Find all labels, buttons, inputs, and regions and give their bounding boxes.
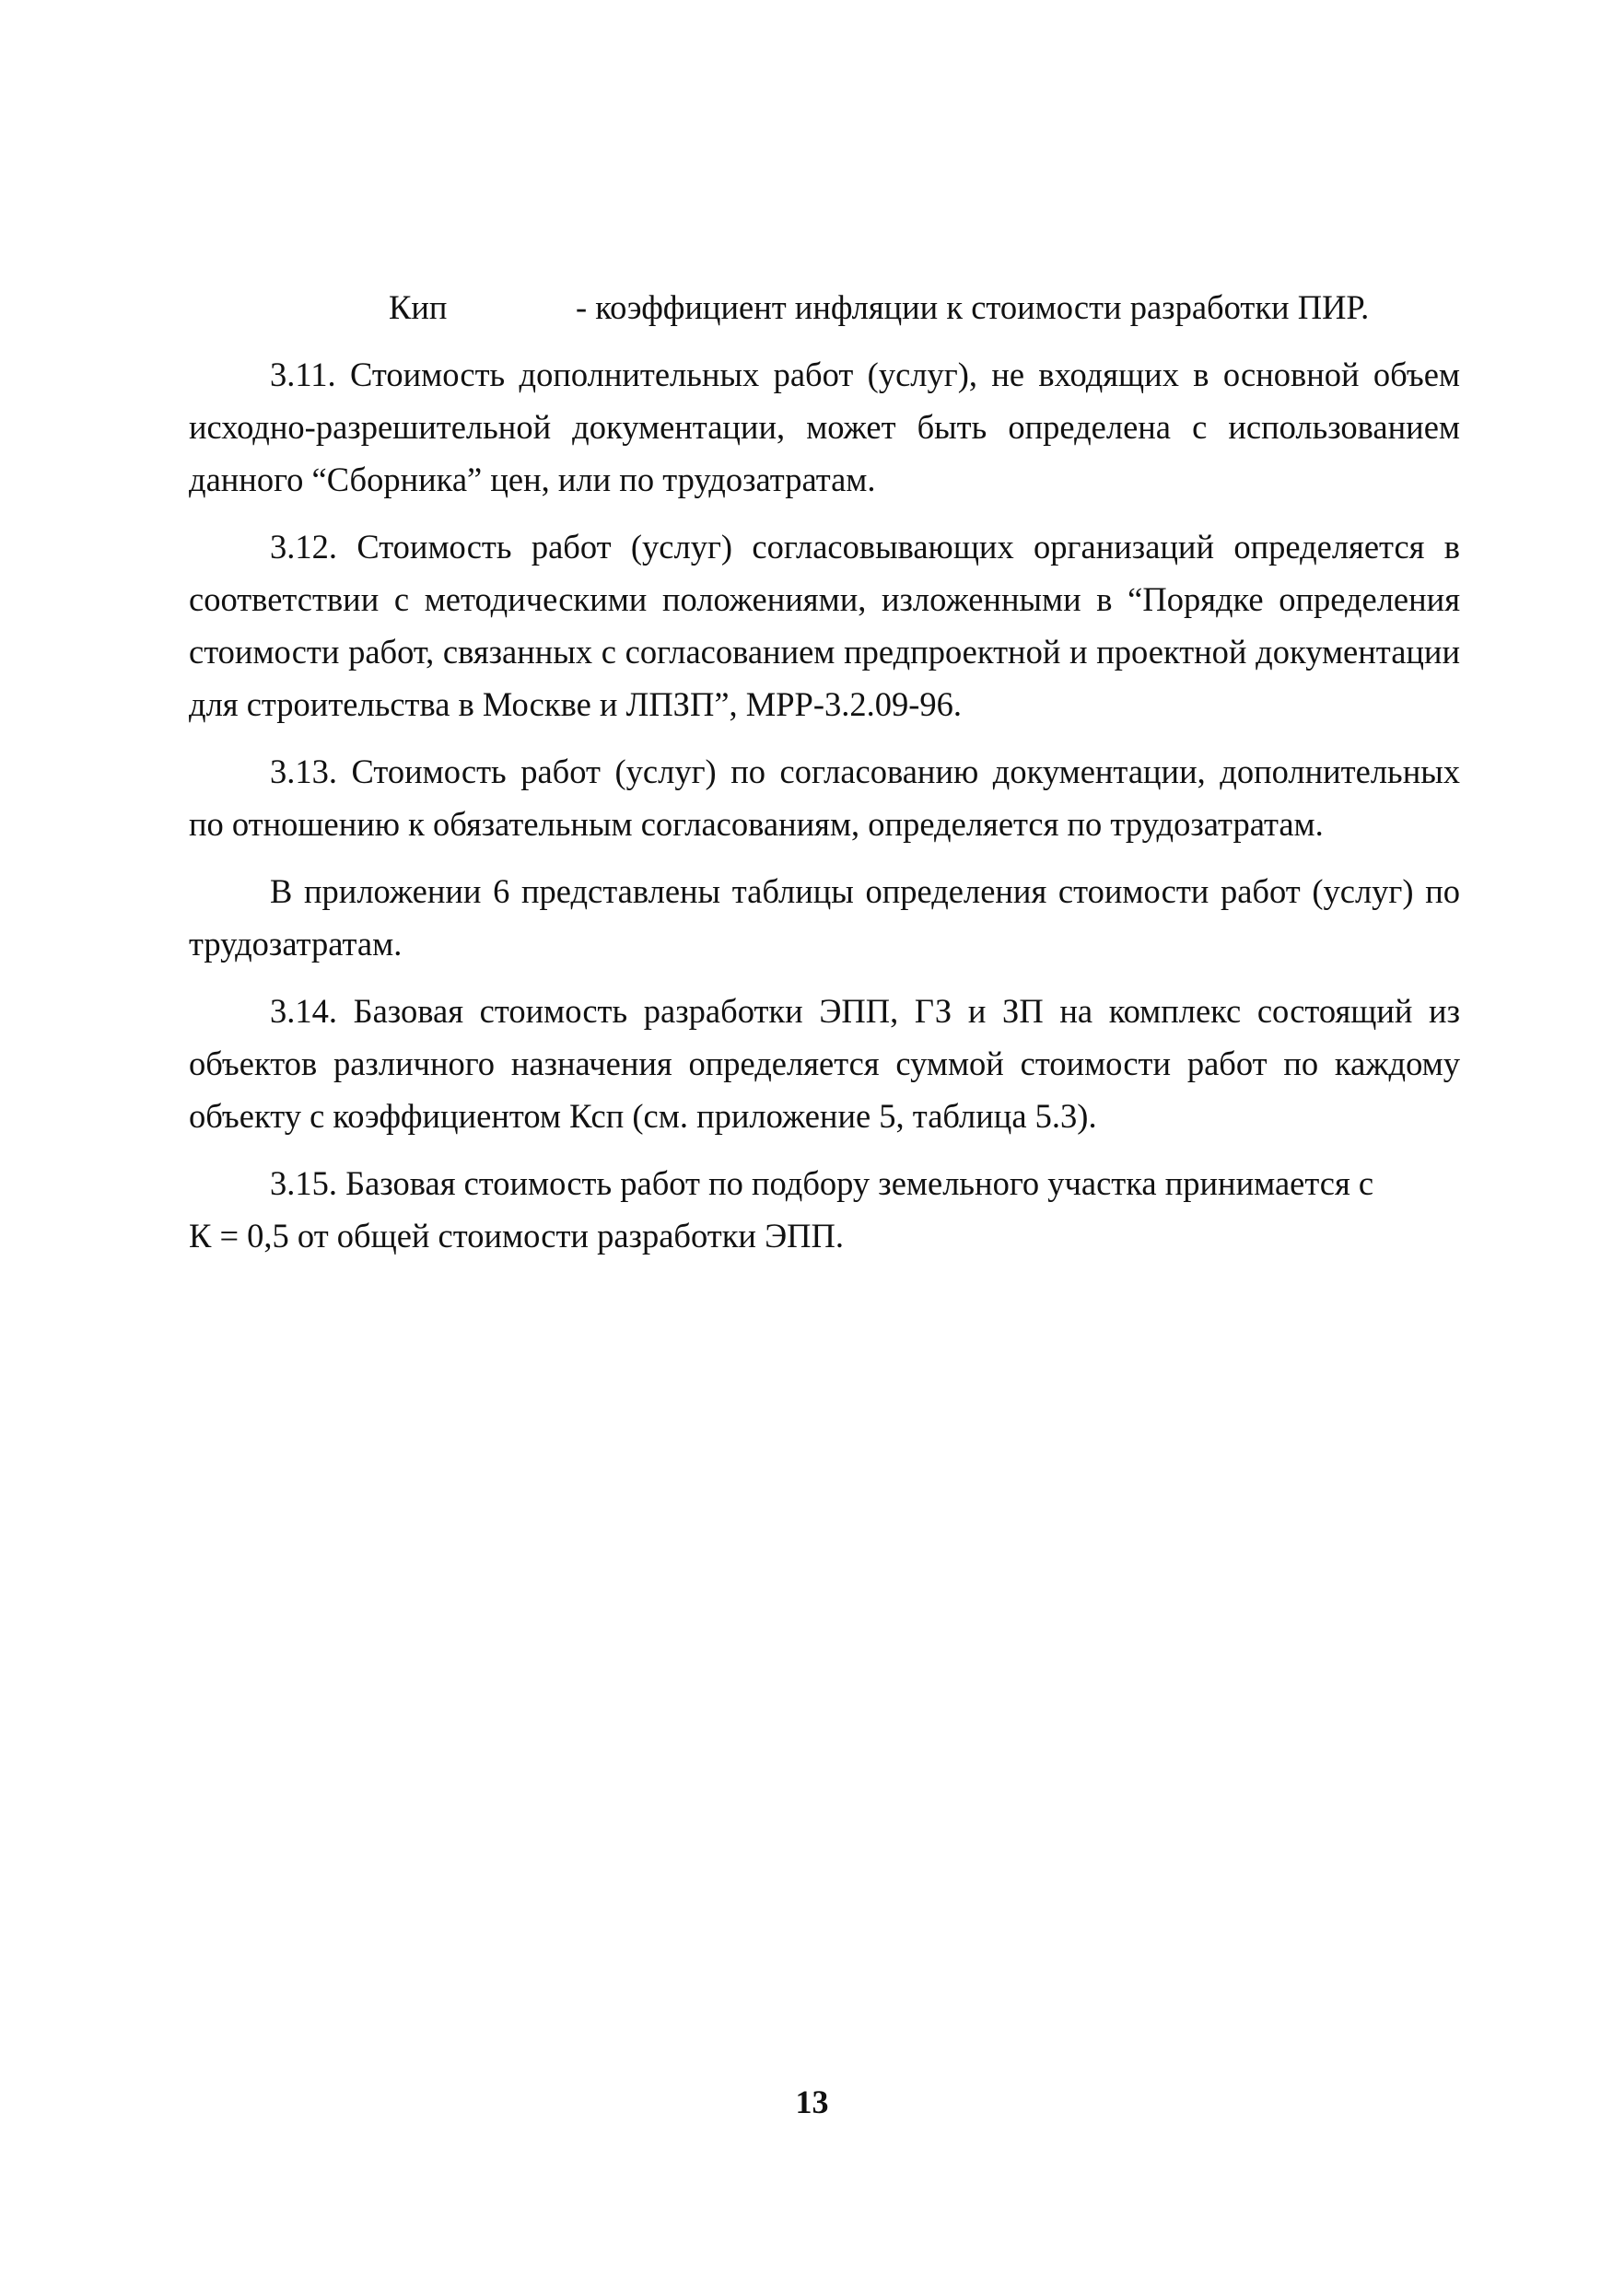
definition-kip <box>189 281 1460 333</box>
paragraph-3-13: 3.13. Стоимость работ (услуг) по согласованию документации, дополнительных по отношению к обязательным согласованиям, определяется по трудозатратам. <box>189 753 1460 843</box>
paragraph-appendix-6: В приложении 6 представлены таблицы определения стоимости работ (услуг) по трудозатратам. <box>189 872 1460 963</box>
body-text <box>189 281 1460 1277</box>
paragraph-3-15-continuation: К = 0,5 от общей стоимости разработки ЭПП. <box>189 1217 845 1255</box>
paragraph-3-15: 3.15. Базовая стоимость работ по подбору земельного участка принимается с <box>270 1164 1374 1202</box>
definition-text: - коэффициент инфляции к стоимости разработки ПИР. <box>576 288 1370 326</box>
paragraph-3-12: 3.12. Стоимость работ (услуг) согласовывающих организаций определяется в соответствии с методическими положениями, изложенными в “Порядке определения стоимости работ, связанных с согласованием предпроектной и проектной документации для строительства в Москве и ЛПЗП”, МРР-3.2.09-96. <box>189 528 1460 723</box>
page-number: 13 <box>795 2084 829 2120</box>
paragraph-3-11: 3.11. Стоимость дополнительных работ (услуг), не входящих в основной объем исходно-разрешительной документации, может быть определена с использованием данного “Сборника” цен, или по трудозатратам. <box>189 356 1460 498</box>
paragraph-3-14: 3.14. Базовая стоимость разработки ЭПП, ГЗ и ЗП на комплекс состоящий из объектов различного назначения определяется суммой стоимости работ по каждому объекту с коэффициентом Ксп (см. приложение 5, таблица 5.3). <box>189 992 1460 1135</box>
definition-term: Кип <box>389 288 448 326</box>
